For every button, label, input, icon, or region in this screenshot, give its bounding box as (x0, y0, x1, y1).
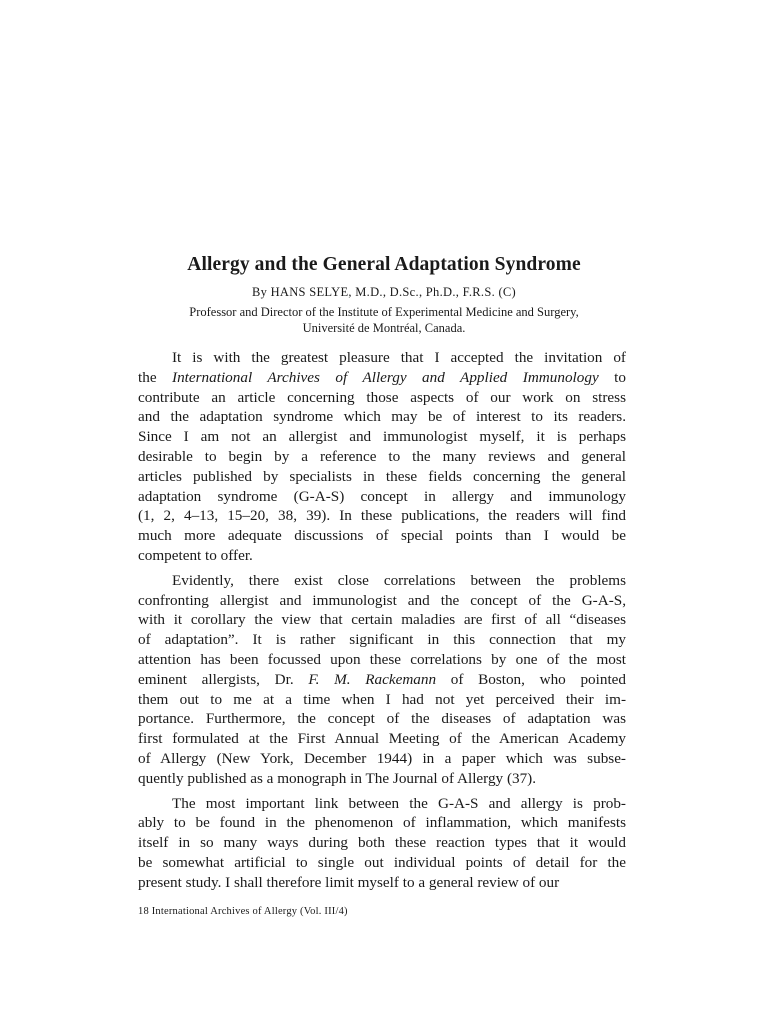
text-line: with it corollary the view that certain maladies are first of all “diseases (138, 611, 626, 629)
text-line: eminent allergists, Dr. F. M. Rackemann of Boston, who pointed (138, 670, 627, 688)
affiliation-line: Université de Montréal, Canada. (302, 321, 466, 335)
text-line: It is with the greatest pleasure that I accepted the invitation of (172, 349, 626, 366)
italic-text: F. M. Rackemann (308, 670, 437, 688)
text-line: competent to offer. (138, 546, 253, 564)
text-line: Evidently, there exist close correlations between the problems (172, 571, 626, 589)
text-line: much more adequate discussions of special points than I would be (138, 527, 626, 545)
text-line: confronting allergist and immunologist and the concept of the G-A-S, (138, 591, 626, 609)
italic-text: International Archives of Allergy and Applied Immunology (172, 368, 599, 386)
text-line: articles published by specialists in these fields concerning the general (138, 467, 626, 485)
text-line: contribute an article concerning those aspects of our work on stress (138, 388, 626, 406)
author-affiliation (0, 304, 768, 336)
text-line: the International Archives of Allergy and Applied Immunology to (138, 368, 626, 386)
text-line: them out to me at a time when I had not yet perceived their im- (138, 690, 626, 708)
text-line: and the adaptation syndrome which may be of interest to its readers. (138, 408, 626, 426)
text-line: Since I am not an allergist and immunologist myself, it is perhaps (138, 428, 626, 446)
text-line: The most important link between the G-A-S and allergy is prob- (172, 794, 626, 812)
author-byline: By HANS SELYE, M.D., D.Sc., Ph.D., F.R.S. (C) (251, 285, 517, 299)
body-paragraph (138, 348, 626, 566)
text-line: first formulated at the First Annual Meeting of the American Academy (138, 730, 626, 748)
text-line: (1, 2, 4–13, 15–20, 38, 39). In these publications, the readers will find (138, 507, 626, 525)
text-line: of Allergy (New York, December 1944) in a paper which was subse- (138, 749, 626, 767)
body-paragraph (138, 794, 626, 893)
text-line: present study. I shall therefore limit myself to a general review of our (138, 873, 560, 891)
affiliation-line: Professor and Director of the Institute of Experimental Medicine and Surgery, (189, 305, 579, 319)
text-line: adaptation syndrome (G-A-S) concept in allergy and immunology (138, 487, 626, 505)
text-line: attention has been focussed upon these correlations by one of the most (138, 650, 626, 668)
text-line: portance. Furthermore, the concept of the diseases of adaptation was (138, 710, 626, 728)
article-title: Allergy and the General Adaptation Syndrome (187, 254, 581, 275)
text-line: desirable to begin by a reference to the many reviews and general (138, 447, 626, 465)
text-line: be somewhat artificial to single out individual points of detail for the (138, 853, 626, 871)
text-line: ably to be found in the phenomenon of inflammation, which manifests (138, 814, 626, 832)
page-footer: 18 International Archives of Allergy (Vol. III/4) (138, 906, 348, 917)
text-line: of adaptation”. It is rather significant in this connection that my (138, 631, 626, 649)
text-line: itself in so many ways during both these reaction types that it would (138, 834, 626, 852)
article-body (138, 348, 626, 898)
text-line: quently published as a monograph in The Journal of Allergy (37). (138, 769, 537, 787)
body-paragraph (138, 571, 626, 789)
